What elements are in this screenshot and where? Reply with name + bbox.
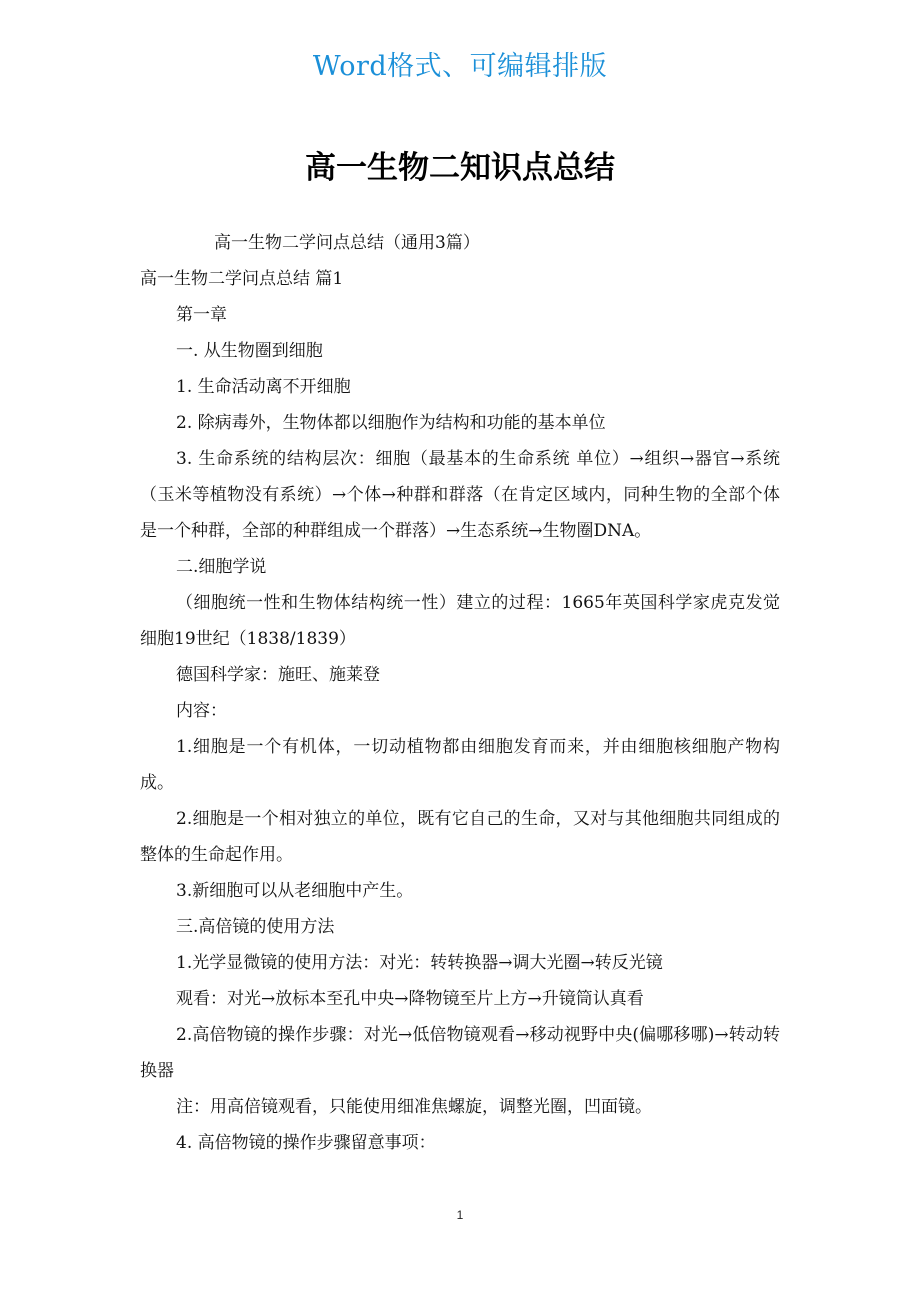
paragraph: 2. 除病毒外，生物体都以细胞作为结构和功能的基本单位 (176, 413, 606, 433)
paragraph: 二.细胞学说 (176, 557, 267, 577)
paragraph: 注：用高倍镜观看，只能使用细准焦螺旋，调整光圈，凹面镜。 (176, 1097, 652, 1117)
paragraph: 2.高倍物镜的操作步骤：对光→低倍物镜观看→移动视野中央(偏哪移哪)→转动转换器 (140, 1025, 780, 1081)
document-subtitle: 高一生物二学问点总结（通用3篇） (214, 233, 480, 253)
section-heading: 高一生物二学问点总结 篇1 (140, 269, 344, 289)
document-body (140, 225, 780, 1161)
paragraph: 内容： (176, 701, 227, 721)
document-title: 高一生物二知识点总结 (305, 150, 615, 186)
page-number: 1 (456, 1208, 464, 1222)
paragraph: 4. 高倍物镜的操作步骤留意事项： (176, 1133, 436, 1153)
paragraph: 1.光学显微镜的使用方法：对光：转转换器→调大光圈→转反光镜 (176, 953, 663, 973)
paragraph: 2.细胞是一个相对独立的单位，既有它自己的生命，又对与其他细胞共同组成的整体的生命起作用。 (140, 809, 780, 865)
chapter-heading: 第一章 (176, 305, 227, 325)
header-banner: Word格式、可编辑排版 (312, 51, 608, 82)
paragraph: （细胞统一性和生物体结构统一性）建立的过程：1665年英国科学家虎克发觉细胞19世纪（1838/1839） (140, 593, 780, 649)
paragraph: 3. 生命系统的结构层次：细胞（最基本的生命系统 单位）→组织→器官→系统（玉米等植物没有系统）→个体→种群和群落（在肯定区域内，同种生物的全部个体是一个种群，全部的种群组成一个群落）→生态系统→生物圈DNA。 (140, 449, 780, 541)
paragraph: 一. 从生物圈到细胞 (176, 341, 323, 361)
paragraph: 德国科学家：施旺、施莱登 (176, 665, 380, 685)
paragraph: 三.高倍镜的使用方法 (176, 917, 335, 937)
paragraph: 1.细胞是一个有机体，一切动植物都由细胞发育而来，并由细胞核细胞产物构成。 (140, 737, 780, 793)
paragraph: 1. 生命活动离不开细胞 (176, 377, 351, 397)
paragraph: 观看：对光→放标本至孔中央→降物镜至片上方→升镜筒认真看 (176, 989, 644, 1009)
paragraph: 3.新细胞可以从老细胞中产生。 (176, 881, 414, 901)
